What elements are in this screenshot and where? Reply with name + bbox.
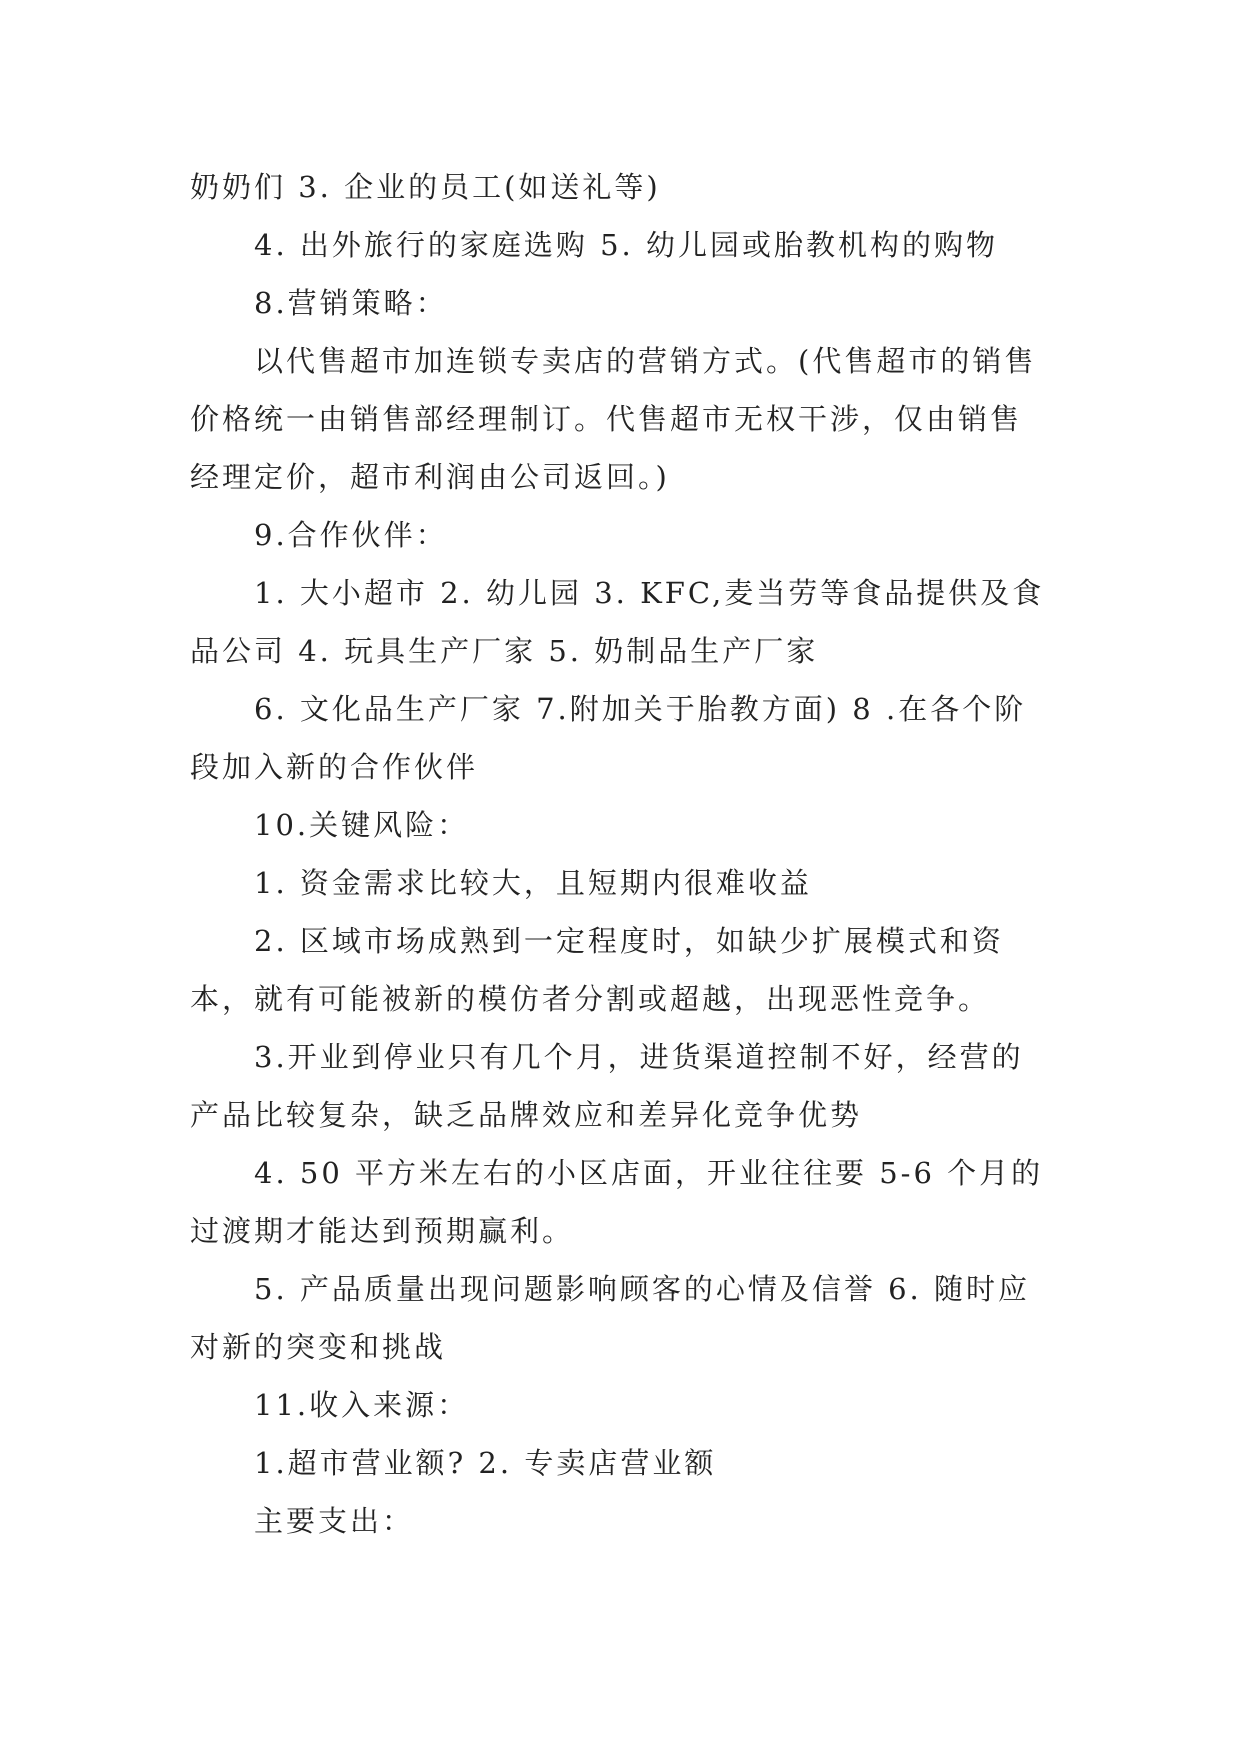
section-heading: 主要支出： [254,1504,415,1538]
paragraph: 5. 产品质量出现问题影响顾客的心情及信誉 6. 随时应对新的突变和挑战 [190,1272,1030,1364]
document-body [190,158,1052,1550]
section-heading: 11.收入来源： [254,1388,470,1422]
paragraph: 1.超市营业额? 2. 专卖店营业额 [254,1446,717,1480]
paragraph: 奶奶们 3. 企业的员工(如送礼等) [190,170,661,204]
section-heading: 9.合作伙伴： [254,518,448,552]
paragraph: 以代售超市加连锁专卖店的营销方式。(代售超市的销售价格统一由销售部经理制订。代售超市无权干涉，仅由销售经理定价，超市利润由公司返回。) [190,344,1037,494]
paragraph: 4. 50 平方米左右的小区店面，开业往往要 5-6 个月的过渡期才能达到预期赢利。 [190,1156,1044,1248]
section-heading: 8.营销策略： [254,286,448,320]
section-heading: 10.关键风险： [254,808,470,842]
paragraph: 2. 区域市场成熟到一定程度时，如缺少扩展模式和资本，就有可能被新的模仿者分割或超越，出现恶性竞争。 [190,924,1004,1016]
paragraph: 1. 大小超市 2. 幼儿园 3. KFC,麦当劳等食品提供及食品公司 4. 玩具生产厂家 5. 奶制品生产厂家 [190,576,1045,668]
paragraph: 4. 出外旅行的家庭选购 5. 幼儿园或胎教机构的购物 [254,228,998,262]
paragraph: 3.开业到停业只有几个月，进货渠道控制不好，经营的产品比较复杂，缺乏品牌效应和差异化竞争优势 [190,1040,1024,1132]
paragraph: 6. 文化品生产厂家 7.附加关于胎教方面) 8 .在各个阶段加入新的合作伙伴 [190,692,1027,784]
paragraph: 1. 资金需求比较大，且短期内很难收益 [254,866,812,900]
